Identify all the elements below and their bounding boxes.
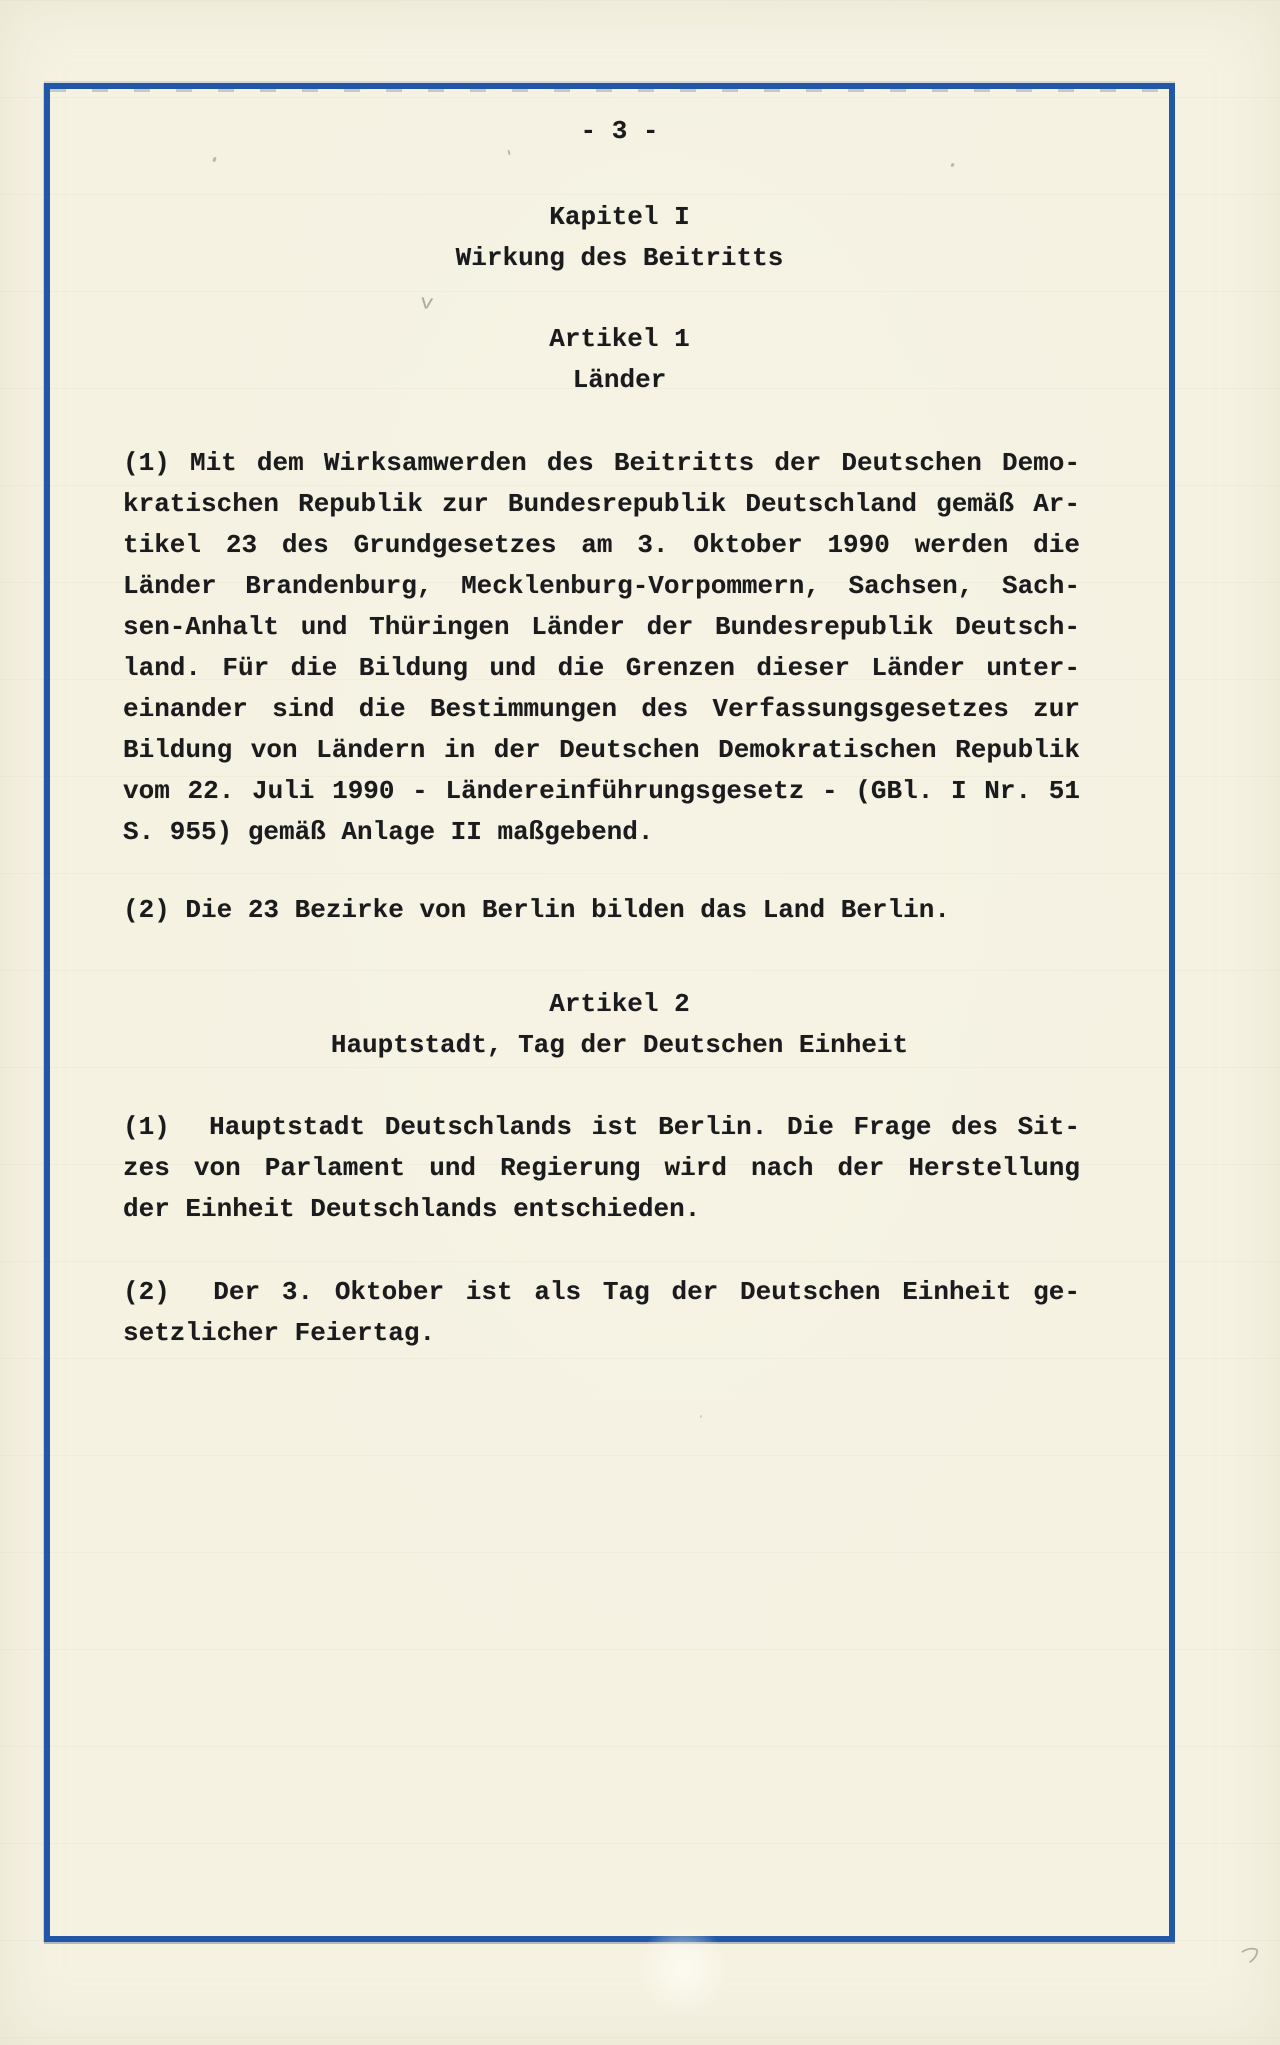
paper-blemish [635, 1922, 730, 2017]
article-1-paragraph-2 [123, 890, 1080, 931]
article-2-paragraph-2 [123, 1272, 1080, 1354]
pencil-tick-mark: v [418, 291, 435, 316]
paragraph-line: einander sind die Bestimmungen des Verfassungsgesetzes zur [123, 694, 1080, 724]
paragraph-line: (1) Hauptstadt Deutschlands ist Berlin. Die Frage des Sit- [123, 1112, 1080, 1142]
paragraph-line: sen-Anhalt und Thüringen Länder der Bundesrepublik Deutsch- [123, 612, 1080, 642]
paragraph-line: (2) Die 23 Bezirke von Berlin bilden das Land Berlin. [123, 895, 950, 925]
paragraph-line: land. Für die Bildung und die Grenzen dieser Länder unter- [123, 653, 1080, 683]
paragraph-line: S. 955) gemäß Anlage II maßgebend. [123, 817, 654, 847]
paragraph-line: kratischen Republik zur Bundesrepublik Deutschland gemäß Ar- [123, 489, 1080, 519]
paragraph-line: tikel 23 des Grundgesetzes am 3. Oktober 1990 werden die [123, 530, 1080, 560]
paragraph-line: Länder Brandenburg, Mecklenburg-Vorpommern, Sachsen, Sach- [123, 571, 1080, 601]
article-1-heading [123, 319, 1080, 401]
paragraph-line: (1) Mit dem Wirksamwerden des Beitritts der Deutschen Demo- [123, 448, 1080, 478]
pencil-squiggle-mark [1239, 1945, 1264, 1968]
paragraph-line: (2) Der 3. Oktober ist als Tag der Deutschen Einheit ge- [123, 1277, 1080, 1307]
paragraph-line: setzlicher Feiertag. [123, 1318, 436, 1348]
chapter-heading [123, 197, 1080, 279]
article-1-subtitle: Länder [572, 365, 667, 395]
article-1-paragraph-1 [123, 443, 1080, 853]
paragraph-line: vom 22. Juli 1990 - Ländereinführungsgesetz - (GBl. I Nr. 51 [123, 776, 1080, 806]
paragraph-line: zes von Parlament und Regierung wird nach der Herstellung [123, 1153, 1080, 1183]
article-2-heading [123, 984, 1080, 1066]
page-content [50, 111, 1169, 1958]
paragraph-line: der Einheit Deutschlands entschieden. [123, 1194, 701, 1224]
article-2-paragraph-1 [123, 1107, 1080, 1230]
chapter-subtitle: Wirkung des Beitritts [455, 243, 784, 273]
article-2-subtitle: Hauptstadt, Tag der Deutschen Einheit [330, 1030, 909, 1060]
chapter-title: Kapitel I [549, 202, 690, 232]
ink-speck [700, 1415, 702, 1418]
article-1-title: Artikel 1 [549, 324, 690, 354]
paragraph-line: Bildung von Ländern in der Deutschen Demokratischen Republik [123, 735, 1080, 765]
page-number: - 3 - [580, 116, 659, 146]
page-border-frame [44, 83, 1175, 1942]
article-2-title: Artikel 2 [549, 989, 690, 1019]
